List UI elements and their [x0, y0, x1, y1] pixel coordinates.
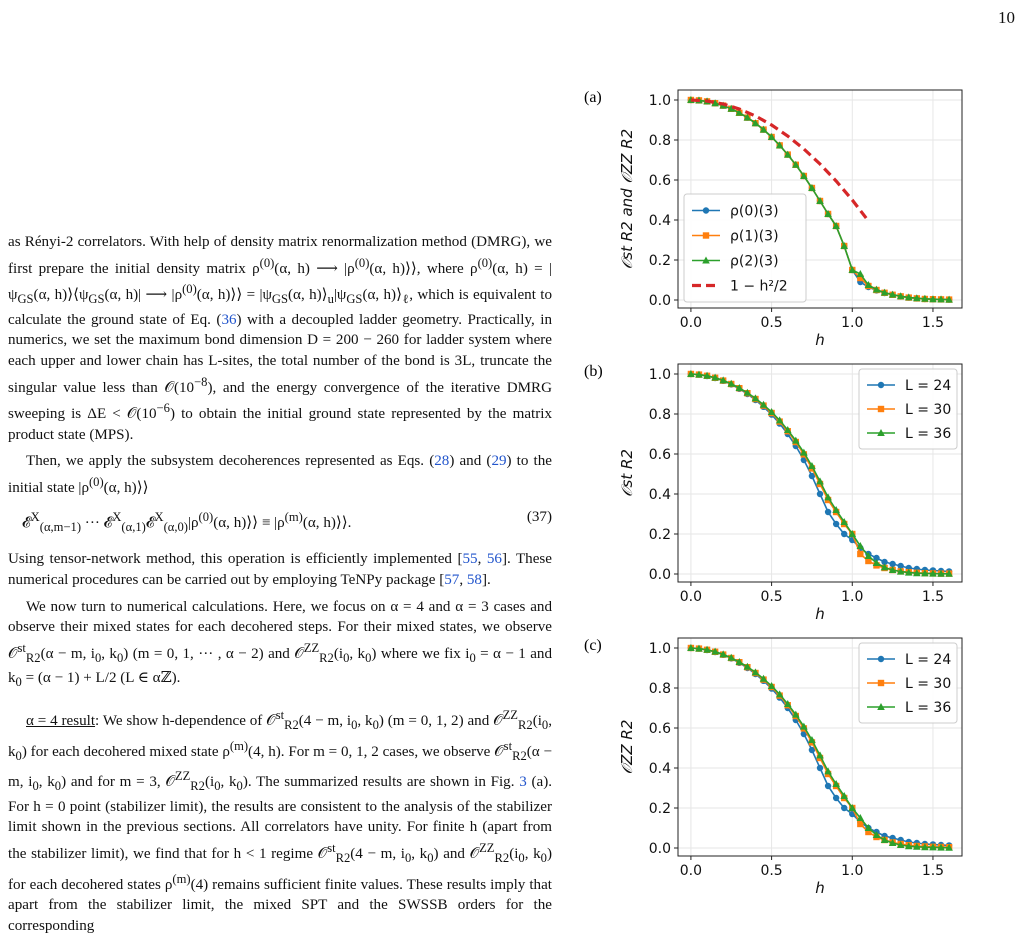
legend-label: L = 36	[905, 700, 952, 716]
chart-panel-b	[584, 363, 962, 623]
y-axis-label: 𝒪st R2 and 𝒪ZZ R2	[618, 128, 636, 270]
x-axis-label: h	[815, 331, 825, 349]
y-axis-label: 𝒪ZZ R2	[618, 719, 636, 775]
cite-56[interactable]: 56	[486, 551, 502, 568]
legend-marker	[703, 232, 709, 238]
legend-label: 1 − h²/2	[730, 278, 788, 295]
legend-label: L = 24	[905, 652, 952, 668]
legend-marker	[703, 207, 709, 213]
legend-marker	[878, 680, 884, 686]
cite-55[interactable]: 55	[462, 551, 478, 568]
legend-marker	[878, 382, 884, 388]
page-number: 10	[998, 8, 1015, 27]
equation-number: (37)	[526, 508, 552, 525]
x-tick-label: 0.0	[679, 863, 703, 879]
data-point	[841, 531, 847, 537]
paragraph-decoherence: Then, we apply the subsystem decoherences represented as Eqs. (28) and (29) to the initial state $|\rho^{(0)}(\alpha$, h)⟩⟩	[8, 453, 552, 497]
data-point	[825, 509, 831, 515]
data-point	[833, 521, 839, 527]
eq-ref-28[interactable]: 28	[434, 453, 450, 470]
legend-label: ρ(0)(3)	[730, 203, 779, 220]
y-tick-label: 0.6	[648, 173, 671, 189]
cite-57[interactable]: 57	[444, 571, 460, 588]
x-tick-label: 1.5	[921, 315, 945, 331]
legend-label: ρ(2)(3)	[730, 253, 779, 270]
x-tick-label: 1.5	[921, 863, 945, 879]
x-tick-label: 0.5	[760, 315, 783, 331]
x-tick-label: 1.0	[841, 863, 864, 879]
panel-label: (a)	[584, 89, 602, 106]
y-tick-label: 0.4	[648, 487, 671, 503]
fig-ref-3[interactable]: 3	[519, 774, 527, 791]
data-point	[857, 551, 863, 557]
y-tick-label: 1.0	[648, 641, 671, 657]
y-axis-label: 𝒪st R2	[618, 449, 636, 497]
y-tick-label: 1.0	[648, 93, 671, 109]
y-tick-label: 0.4	[648, 761, 671, 777]
data-point	[817, 491, 823, 497]
y-tick-label: 0.6	[648, 721, 671, 737]
paragraph-dmrg: as Rényi-2 correlators. With help of density matrix renormalization method (DMRG), we first prepare the initial density matrix $\rho^{(0)}(\alpha$, h) ⟶ $|\rho^{(0)}(\alpha$, h)⟩⟩, where $\rho^{(0)}(\alpha$, $h) = |\psi_{GS}(\alpha$, $h)⟩⟨\psi_{GS}(\alpha$, h)| ⟶ $|\rho^{(0)}(\alpha$, h)⟩⟩ = $|\psi_{GS}(\alpha$, $h)⟩_u|\psi_{GS}(\alpha$, $h)⟩_\ell$, which is equivalent to calculate the ground state of Eq. (36) with a decoupled ladder geometry. Practically, in numerics, we set the maximum bond dimension D = 200 − 260 for ladder system where each upper and lower chain has L-sites, the total number of the bond is 3L, truncate the singular value less than $𝒪(10^{-8})$, and the energy convergence of the iterative DMRG sweeping is $\Delta E < 𝒪(10^{-6})$ to obtain the initial ground state represented by the matrix product state (MPS).	[8, 234, 553, 443]
panel-label: (c)	[584, 637, 602, 654]
x-axis-label: h	[815, 605, 825, 623]
legend-label: L = 36	[905, 426, 952, 442]
chart-panel-a	[584, 89, 962, 349]
y-tick-label: 0.0	[648, 293, 671, 309]
y-tick-label: 0.0	[648, 841, 671, 857]
paragraph-alpha4-result: α = 4 result: We show h-dependence of 𝒪$^{st}_{R2}$(4 − m, $i_0$, $k_0$) (m = 0, 1, 2) and $𝒪^{ZZ}_{R2}(i_0$, $k_0$) for each decohered mixed state $\rho^{(m)}(4$, h). For m = 0, 1, 2 cases, we observe 𝒪$^{st}_{R2}$(α − m, $i_0$, $k_0$) and for m = 3, $𝒪^{ZZ}_{R2}(i_0$, $k_0$). The summarized results are shown in Fig. 3 (a). For h = 0 point (stabilizer limit), the results are consistent to the analysis of the stabilizer limit shown in the previous sections. All correlators have unity. For finite h (apart from the stabilizer limit), we find that for h < 1 regime 𝒪$^{st}_{R2}$(4 − m, $i_0$, $k_0$) and $𝒪^{ZZ}_{R2}(i_0$, $k_0$) for each decohered states $\rho^{(m)}(4)$ remains sufficient finite values. These results imply that apart from the stabilizer limit, the mixed SPT and the SWSSB orders for the corresponding	[8, 707, 553, 934]
y-tick-label: 0.8	[648, 133, 671, 149]
y-tick-label: 0.0	[648, 567, 671, 583]
x-tick-label: 0.0	[679, 315, 703, 331]
equation-37: 𝓔$^X_{(\alpha,m-1)}$ ··· $𝓔^X_{(\alpha,1)}𝓔^X_{(\alpha,0)}|\rho^{(0)}(\alpha$, h)⟩⟩ ≡ $|\rho^{(m)}(\alpha$, h)⟩⟩. (37)	[8, 507, 552, 538]
paragraph-numerics: We now turn to numerical calculations. Here, we focus on α = 4 and α = 3 cases and observe their mixed states for each decohered steps. For their mixed states, we observe 𝒪$^{st}_{R2}$(α − m, $i_0$, $k_0$) (m = 0, 1, ··· , α − 2) and $𝒪^{ZZ}_{R2}(i_0$, $k_0$) where we fix $i_0 = \alpha - 1$ and $k_0 = (\alpha - 1) + L/2$ (L ∈ αℤ).	[8, 598, 553, 690]
y-tick-label: 0.4	[648, 213, 671, 229]
chart-panel-c	[584, 637, 962, 897]
legend-label: L = 30	[905, 676, 952, 692]
legend-label: L = 30	[905, 402, 952, 418]
x-tick-label: 1.0	[841, 589, 864, 605]
paragraph-tensor-network: Using tensor-network method, this operation is efficiently implemented [55, 56]. These numerical procedures can be carried out by employing TeNPy package [57, 58].	[8, 551, 553, 588]
data-point	[841, 805, 847, 811]
x-tick-label: 1.0	[841, 315, 864, 331]
x-tick-label: 0.0	[679, 589, 703, 605]
y-tick-label: 1.0	[648, 367, 671, 383]
y-tick-label: 0.2	[648, 801, 671, 817]
data-point	[833, 795, 839, 801]
legend	[859, 369, 957, 449]
legend	[684, 194, 806, 302]
legend-marker	[878, 656, 884, 662]
x-tick-label: 0.5	[760, 863, 783, 879]
legend-marker	[878, 406, 884, 412]
y-tick-label: 0.6	[648, 447, 671, 463]
data-point	[817, 765, 823, 771]
x-tick-label: 0.5	[760, 589, 783, 605]
legend	[859, 643, 957, 723]
x-axis-label: h	[815, 879, 825, 897]
figure-3	[582, 80, 1022, 910]
y-tick-label: 0.8	[648, 681, 671, 697]
y-tick-label: 0.8	[648, 407, 671, 423]
cite-58[interactable]: 58	[466, 571, 482, 588]
panel-label: (b)	[584, 363, 603, 380]
y-tick-label: 0.2	[648, 527, 671, 543]
data-point	[825, 783, 831, 789]
eq-ref-29[interactable]: 29	[491, 453, 507, 470]
x-tick-label: 1.5	[921, 589, 945, 605]
legend-label: ρ(1)(3)	[730, 228, 779, 245]
y-tick-label: 0.2	[648, 253, 671, 269]
eq-ref-36[interactable]: 36	[221, 311, 237, 328]
body-text-column	[8, 232, 552, 943]
legend-label: L = 24	[905, 378, 952, 394]
